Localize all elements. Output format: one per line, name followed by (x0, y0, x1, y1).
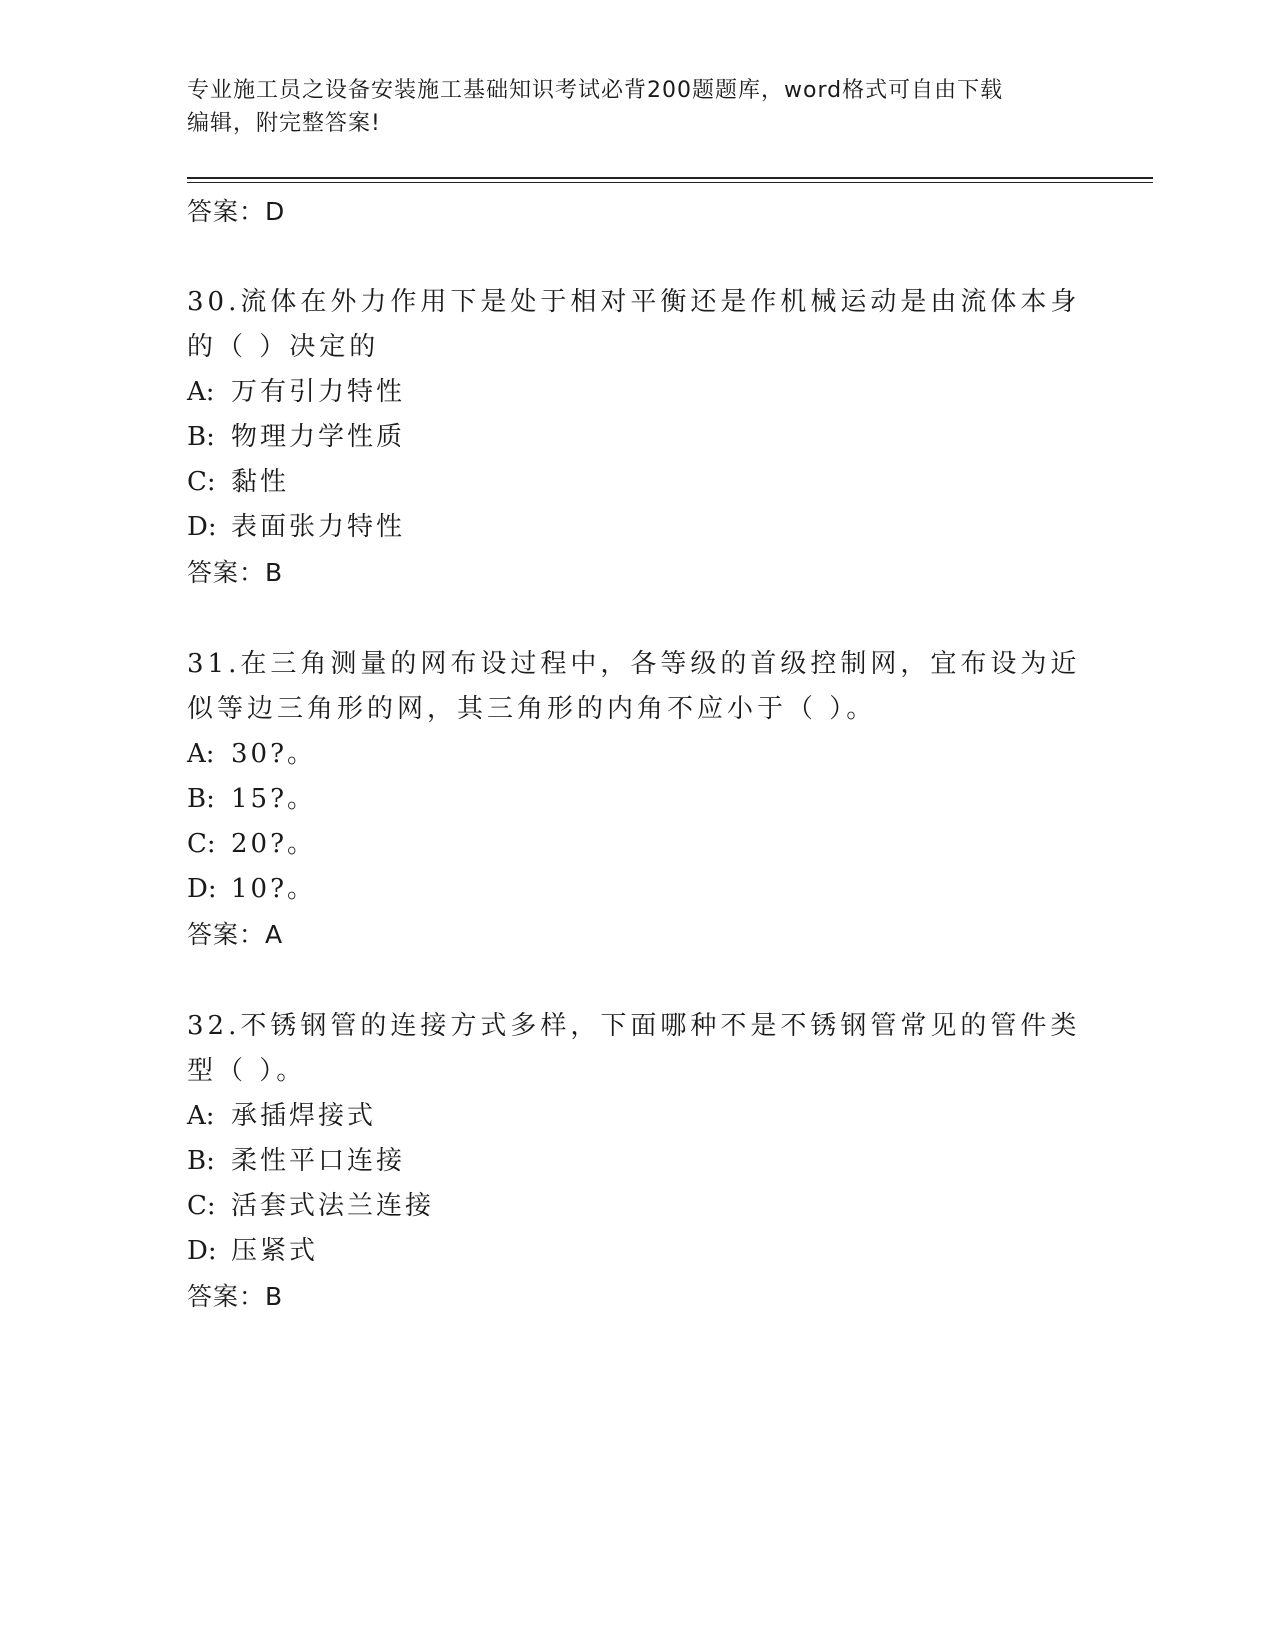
option-d (187, 505, 1087, 550)
question-stem: 30.流体在外力作用下是处于相对平衡还是作机械运动是由流体本身的（ ）决定的 (187, 287, 1081, 362)
option-letter: A: (187, 377, 215, 407)
question-answer: 答案：B (187, 558, 284, 587)
option-a (187, 370, 1087, 415)
option-b (187, 1139, 1087, 1184)
option-text: 压紧式 (231, 1236, 319, 1266)
option-d (187, 867, 1087, 912)
option-letter: B: (187, 784, 215, 814)
option-text: 黏性 (231, 467, 290, 497)
option-letter: D: (187, 874, 217, 904)
option-text: 万有引力特性 (231, 377, 406, 407)
option-b (187, 415, 1087, 460)
option-text: 物理力学性质 (231, 422, 406, 452)
question-stem: 32.不锈钢管的连接方式多样，下面哪种不是不锈钢管常见的管件类型（ ）。 (187, 1011, 1081, 1086)
option-letter: C: (187, 467, 216, 497)
option-letter: A: (187, 1101, 215, 1131)
option-b (187, 777, 1087, 822)
option-text: 15?。 (231, 784, 317, 814)
header-rule-thick (187, 177, 1153, 179)
option-letter: D: (187, 1236, 217, 1266)
option-text: 柔性平口连接 (231, 1146, 406, 1176)
option-c (187, 822, 1087, 867)
option-c (187, 460, 1087, 505)
option-a (187, 1094, 1087, 1139)
document-header (187, 74, 1067, 140)
question-stem: 31.在三角测量的网布设过程中，各等级的首级控制网，宜布设为近似等边三角形的网，其三角形的内角不应小于（ ）。 (187, 649, 1081, 724)
option-letter: C: (187, 829, 216, 859)
question-32 (187, 1004, 1087, 1320)
question-answer: 答案：B (187, 1282, 284, 1311)
header-rule-thin (187, 182, 1153, 183)
option-text: 10?。 (231, 874, 317, 904)
option-letter: D: (187, 512, 217, 542)
previous-answer: 答案：D (187, 197, 286, 226)
question-30 (187, 280, 1087, 596)
option-text: 活套式法兰连接 (231, 1191, 435, 1221)
question-31 (187, 642, 1087, 958)
question-answer: 答案：A (187, 920, 284, 949)
option-letter: C: (187, 1191, 216, 1221)
option-letter: B: (187, 1146, 215, 1176)
option-c (187, 1184, 1087, 1229)
document-body (187, 190, 1087, 1320)
option-d (187, 1229, 1087, 1274)
option-text: 承插焊接式 (231, 1101, 377, 1131)
option-letter: B: (187, 422, 215, 452)
option-text: 20?。 (231, 829, 317, 859)
option-a (187, 732, 1087, 777)
option-text: 30?。 (231, 739, 317, 769)
option-text: 表面张力特性 (231, 512, 406, 542)
header-line-1: 专业施工员之设备安装施工基础知识考试必背200题题库，word格式可自由下载 (187, 78, 1004, 103)
header-line-2: 编辑，附完整答案! (187, 111, 381, 136)
option-letter: A: (187, 739, 215, 769)
